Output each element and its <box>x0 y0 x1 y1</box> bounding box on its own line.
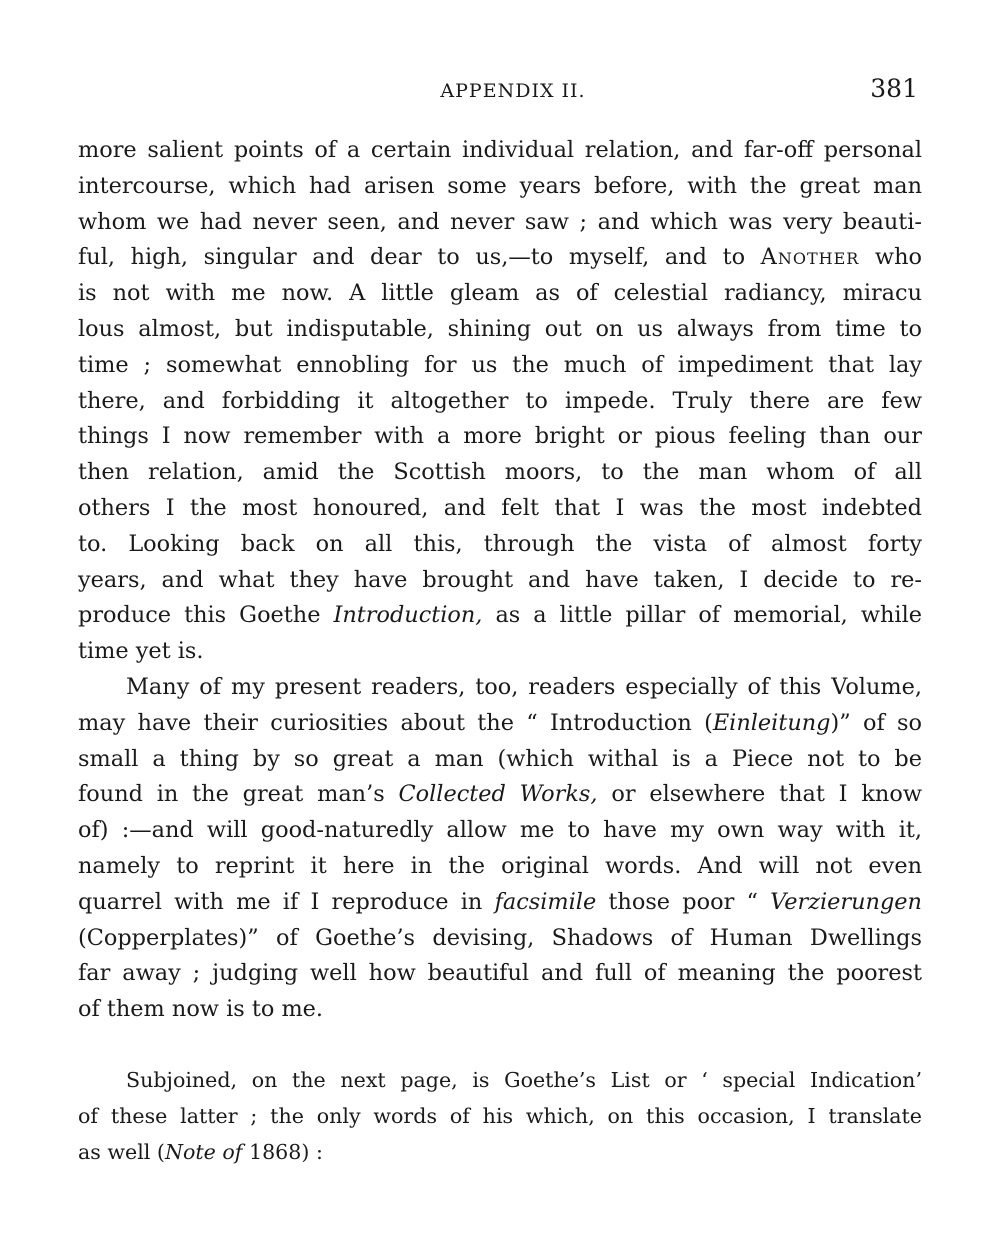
text-line: far away ; judging well how beautiful and full of meaning the poorest <box>78 960 922 987</box>
text-run: quarrel with me if I reproduce in <box>78 888 495 915</box>
text-line: things I now remember with a more bright or pious feeling than our <box>78 423 922 450</box>
text-line: of these latter ; the only words of his which, on this occasion, I translate <box>78 1103 922 1128</box>
text-run: found in the great man’s <box>78 781 399 808</box>
text-line: to. Looking back on all this, through the vista of almost forty <box>78 530 922 557</box>
text-line: Many of my present readers, too, readers especially of this Volume, <box>126 673 922 700</box>
italic-verzierungen: Verzierungen <box>770 888 922 915</box>
text-line: more salient points of a certain individual relation, and far-off personal <box>78 137 922 163</box>
text-run: produce this Goethe <box>78 602 334 629</box>
text-line: time ; somewhat ennobling for us the much of impediment that lay <box>78 351 922 378</box>
text-line <box>78 885 922 921</box>
small-caps-another: Another <box>760 244 860 271</box>
text-line: years, and what they have brought and have taken, I decide to re- <box>78 566 922 593</box>
running-head <box>78 74 922 108</box>
italic-einleitung: Einleitung <box>712 709 831 736</box>
text-line <box>78 240 922 276</box>
text-run: 1868) : <box>242 1139 323 1164</box>
body-text <box>78 133 922 1170</box>
text-line <box>78 1134 922 1170</box>
text-run: may have their curiosities about the “ Introduction ( <box>78 709 713 736</box>
text-line: of them now is to me. <box>78 996 324 1023</box>
text-line <box>78 777 922 813</box>
text-line: then relation, amid the Scottish moors, to the man whom of all <box>78 459 922 486</box>
text-line: lous almost, but indisputable, shining out on us always from time to <box>78 315 922 342</box>
text-line: small a thing by so great a man (which withal is a Piece not to be <box>78 745 922 772</box>
text-run: who <box>859 244 922 271</box>
paragraph-2 <box>78 670 922 1028</box>
text-line: intercourse, which had arisen some years before, with the great man <box>78 172 922 199</box>
text-line: namely to reprint it here in the original words. And will not even <box>78 852 922 879</box>
text-line: of) :—and will good-naturedly allow me to have my own way with it, <box>78 817 922 844</box>
italic-collected-works: Collected Works, <box>398 781 598 808</box>
text-line: there, and forbidding it altogether to impede. Truly there are few <box>78 387 922 414</box>
italic-note-of: Note of <box>164 1139 243 1164</box>
text-line: Subjoined, on the next page, is Goethe’s List or ‘ special Indication’ <box>126 1067 922 1092</box>
text-run: ful, high, singular and dear to us,—to myself, and to <box>78 244 761 271</box>
running-title: APPENDIX II. <box>440 80 586 102</box>
text-line: is not with me now. A little gleam as of celestial radiancy, miracu <box>78 280 922 307</box>
text-line: (Copperplates)” of Goethe’s devising, Shadows of Human Dwellings <box>78 924 922 951</box>
paragraph-1 <box>78 133 922 670</box>
text-run: as well ( <box>78 1139 165 1164</box>
italic-facsimile: facsimile <box>494 888 597 915</box>
page-number: 381 <box>870 74 918 103</box>
paragraph-gap <box>78 1028 922 1062</box>
text-line: others I the most honoured, and felt that I was the most indebted <box>78 494 922 521</box>
text-run: as a little pillar of memorial, while <box>482 602 922 629</box>
text-run: those poor “ <box>596 888 771 915</box>
text-line: whom we had never seen, and never saw ; and which was very beauti- <box>78 208 922 235</box>
text-line <box>78 706 922 742</box>
footnote <box>78 1062 922 1170</box>
text-run: )” of so <box>830 709 922 736</box>
text-line: time yet is. <box>78 638 204 665</box>
text-run: or elsewhere that I know <box>597 781 922 808</box>
italic-introduction: Introduction, <box>333 602 483 629</box>
text-line <box>78 598 922 634</box>
